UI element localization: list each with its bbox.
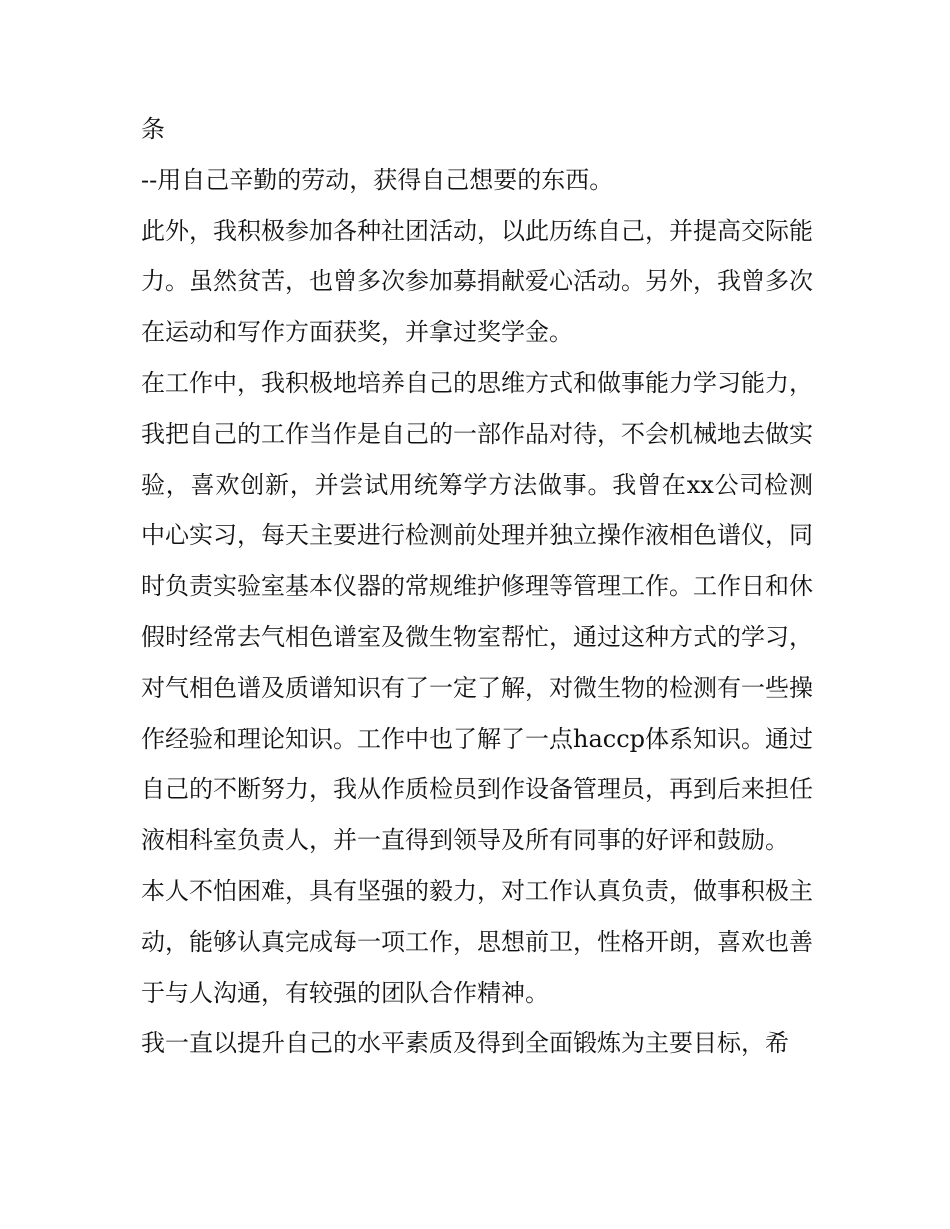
- paragraph-personality: 本人不怕困难，具有坚强的毅力，对工作认真负责，做事积极主动，能够认真完成每一项工作，思想前卫，性格开朗，喜欢也善于与人沟通，有较强的团队合作精神。: [141, 876, 813, 1007]
- document-body: [141, 104, 813, 1069]
- paragraph-motto: --用自己辛勤的劳动，获得自己想要的东西。: [141, 165, 614, 194]
- paragraph-activities: 此外，我积极参加各种社团活动，以此历练自己，并提高交际能力。虽然贫苦，也曾多次参加募捐献爱心活动。另外，我曾多次在运动和写作方面获奖，并拿过奖学金。: [141, 216, 813, 347]
- paragraph-work-experience: 在工作中，我积极地培养自己的思维方式和做事能力学习能力，我把自己的工作当作是自己的一部作品对待，不会机械地去做实验，喜欢创新，并尝试用统筹学方法做事。我曾在xx公司检测中心实习，每天主要进行检测前处理并独立操作液相色谱仪，同时负责实验室基本仪器的常规维护修理等管理工作。工作日和休假时经常去气相色谱室及微生物室帮忙，通过这种方式的学习，对气相色谱及质谱知识有了一定了解，对微生物的检测有一些操作经验和理论知识。工作中也了解了一点haccp体系知识。通过自己的不断努力，我从作质检员到作设备管理员，再到后来担任液相科室负责人，并一直得到领导及所有同事的好评和鼓励。: [141, 368, 814, 855]
- paragraph-goals: 我一直以提升自己的水平素质及得到全面锻炼为主要目标，希: [141, 1029, 789, 1058]
- paragraph-heading-fragment: 条: [141, 115, 165, 143]
